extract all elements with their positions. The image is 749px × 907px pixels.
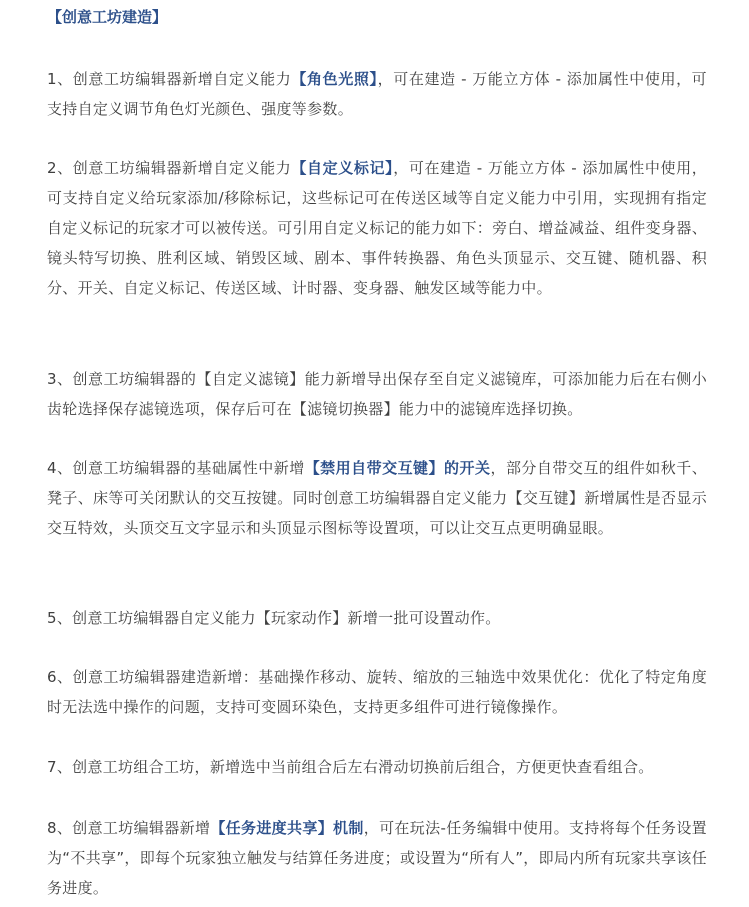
highlight-keyword: 【任务进度共享】机制 xyxy=(210,819,364,837)
update-item-3: 3、创意工坊编辑器的【自定义滤镜】能力新增导出保存至自定义滤镜库，可添加能力后在右侧小齿轮选择保存滤镜选项，保存后可在【滤镜切换器】能力中的滤镜库选择切换。 xyxy=(47,370,707,418)
update-item-4: 4、创意工坊编辑器的基础属性中新增【禁用自带交互键】的开关，部分自带交互的组件如秋千、凳子、床等可关闭默认的交互按键。同时创意工坊编辑器自定义能力【交互键】新增属性是否显示交互特效，头顶交互文字显示和头顶显示图标等设置项，可以让交互点更明确显眼。 xyxy=(47,459,708,537)
update-item-8: 8、创意工坊编辑器新增【任务进度共享】机制，可在玩法-任务编辑中使用。支持将每个任务设置为“不共享”，即每个玩家独立触发与结算任务进度；或设置为“所有人”，即局内所有玩家共享该任务进度。 xyxy=(47,819,707,897)
highlight-keyword: 【禁用自带交互键】的开关 xyxy=(304,459,491,477)
highlight-keyword: 【自定义标记】 xyxy=(291,159,394,177)
update-item-7: 7、创意工坊组合工坊，新增选中当前组合后左右滑动切换前后组合，方便更快查看组合。 xyxy=(47,758,654,776)
update-item-2: 2、创意工坊编辑器新增自定义能力【自定义标记】，可在建造 - 万能立方体 - 添加属性中使用，可支持自定义给玩家添加/移除标记，这些标记可在传送区域等自定义能力中引用，实现拥有指定自定义标记的玩家才可以被传送。可引用自定义标记的能力如下：旁白、增益减益、组件变身器、镜头特写切换、胜利区域、销毁区域、剧本、事件转换器、角色头顶显示、交互键、随机器、积分、开关、自定义标记、传送区域、计时器、变身器、触发区域等能力中。 xyxy=(47,159,707,297)
update-item-1: 1、创意工坊编辑器新增自定义能力【角色光照】，可在建造 - 万能立方体 - 添加属性中使用，可支持自定义调节角色灯光颜色、强度等参数。 xyxy=(47,70,707,118)
update-item-6: 6、创意工坊编辑器建造新增：基础操作移动、旋转、缩放的三轴选中效果优化：优化了特定角度时无法选中操作的问题，支持可变圆环染色，支持更多组件可进行镜像操作。 xyxy=(47,668,707,716)
section-title: 【创意工坊建造】 xyxy=(47,8,168,26)
highlight-keyword: 【角色光照】 xyxy=(291,70,378,88)
update-item-5: 5、创意工坊编辑器自定义能力【玩家动作】新增一批可设置动作。 xyxy=(47,609,501,627)
